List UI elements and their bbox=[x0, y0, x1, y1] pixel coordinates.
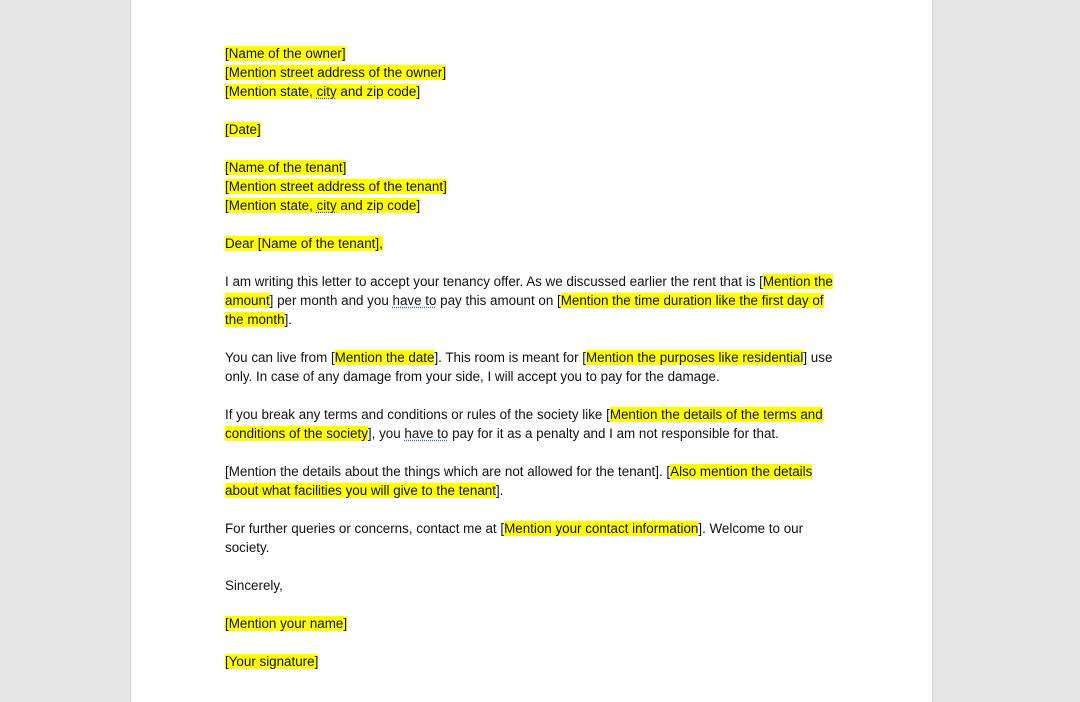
tenant-street: [Mention street address of the tenant] bbox=[225, 179, 447, 194]
para4-line2 bbox=[225, 481, 850, 500]
para1-text: pay this amount on [ bbox=[436, 293, 561, 308]
owner-street: [Mention street address of the owner] bbox=[225, 65, 447, 80]
para1-text: I am writing this letter to accept your tenancy offer. As we discussed earlier the rent that is [ bbox=[225, 274, 763, 289]
para4-text: [Mention the details about the things which are not allowed for the tenant]. [ bbox=[225, 464, 671, 479]
spacer bbox=[225, 633, 850, 652]
salutation-line bbox=[225, 234, 850, 253]
owner-name-line bbox=[225, 44, 850, 63]
para1-text: ]. bbox=[284, 312, 293, 327]
para1-highlight-duration: the month bbox=[225, 312, 285, 327]
tenant-state-suffix: and zip code] bbox=[336, 198, 421, 213]
para3-highlight-terms: Mention the details of the terms and bbox=[609, 407, 823, 422]
date-line bbox=[225, 120, 850, 139]
tenant-state-prefix: [Mention state, bbox=[225, 198, 317, 213]
owner-state-suffix: and zip code] bbox=[336, 84, 421, 99]
owner-state bbox=[225, 84, 420, 99]
para5-line2 bbox=[225, 538, 850, 557]
para2-text: only. In case of any damage from your side, I will accept you to pay for the damage. bbox=[225, 369, 720, 384]
signature: [Your signature] bbox=[225, 654, 319, 669]
signature-line bbox=[225, 652, 850, 671]
closing-line bbox=[225, 576, 850, 595]
para1-line1 bbox=[225, 272, 850, 291]
document-page[interactable] bbox=[130, 0, 933, 702]
para5-line1 bbox=[225, 519, 850, 538]
owner-state-line bbox=[225, 82, 850, 101]
spacer bbox=[225, 595, 850, 614]
para4-line1 bbox=[225, 462, 850, 481]
spacer bbox=[225, 386, 850, 405]
para3-highlight-terms: conditions of the society bbox=[225, 426, 368, 441]
closing: Sincerely, bbox=[225, 578, 283, 593]
signoff-name: [Mention your name] bbox=[225, 616, 348, 631]
tenant-street-line bbox=[225, 177, 850, 196]
para2-line1 bbox=[225, 348, 850, 367]
para1-highlight-amount: Mention the bbox=[762, 274, 833, 289]
para2-highlight-purpose: Mention the purposes like residential bbox=[586, 350, 804, 365]
para5-text: For further queries or concerns, contact me at [ bbox=[225, 521, 505, 536]
para4-text: ]. bbox=[495, 483, 504, 498]
spacer bbox=[225, 557, 850, 576]
para1-line2 bbox=[225, 291, 850, 310]
spacer bbox=[225, 500, 850, 519]
para1-have-to: have to bbox=[392, 293, 437, 308]
para3-line1 bbox=[225, 405, 850, 424]
para1-highlight-duration: Mention the time duration like the first day of bbox=[560, 293, 824, 308]
signoff-name-line bbox=[225, 614, 850, 633]
para4-highlight-facilities: about what facilities you will give to the tenant bbox=[225, 483, 496, 498]
spacer bbox=[225, 215, 850, 234]
para2-text: ] use bbox=[803, 350, 833, 365]
salutation: Dear [Name of the tenant], bbox=[225, 236, 383, 251]
tenant-state-line bbox=[225, 196, 850, 215]
para3-text: If you break any terms and conditions or rules of the society like [ bbox=[225, 407, 610, 422]
owner-street-line bbox=[225, 63, 850, 82]
tenant-name-line bbox=[225, 158, 850, 177]
para2-line2 bbox=[225, 367, 850, 386]
para3-have-to: have to bbox=[404, 426, 449, 441]
owner-state-prefix: [Mention state, bbox=[225, 84, 317, 99]
tenant-name: [Name of the tenant] bbox=[225, 160, 347, 175]
para2-text: You can live from [ bbox=[225, 350, 335, 365]
spacer bbox=[225, 139, 850, 158]
spacer bbox=[225, 253, 850, 272]
para3-text: pay for it as a penalty and I am not responsible for that. bbox=[448, 426, 779, 441]
tenant-state-city: city bbox=[316, 198, 337, 213]
spacer bbox=[225, 443, 850, 462]
para1-highlight-amount: amount bbox=[225, 293, 270, 308]
para3-line2 bbox=[225, 424, 850, 443]
tenant-state bbox=[225, 198, 420, 213]
spacer bbox=[225, 329, 850, 348]
para3-text: ], you bbox=[367, 426, 405, 441]
para4-highlight-facilities: Also mention the details bbox=[670, 464, 813, 479]
para5-text: ]. Welcome to our bbox=[698, 521, 804, 536]
para2-text: ]. This room is meant for [ bbox=[434, 350, 586, 365]
owner-state-city: city bbox=[316, 84, 337, 99]
para1-line3 bbox=[225, 310, 850, 329]
spacer bbox=[225, 101, 850, 120]
para5-text: society. bbox=[225, 540, 270, 555]
para2-highlight-date: Mention the date bbox=[334, 350, 435, 365]
owner-name: [Name of the owner] bbox=[225, 46, 346, 61]
para1-text: ] per month and you bbox=[269, 293, 393, 308]
para5-highlight-contact: Mention your contact information bbox=[504, 521, 699, 536]
letter-body[interactable] bbox=[225, 44, 850, 671]
date: [Date] bbox=[225, 122, 261, 137]
